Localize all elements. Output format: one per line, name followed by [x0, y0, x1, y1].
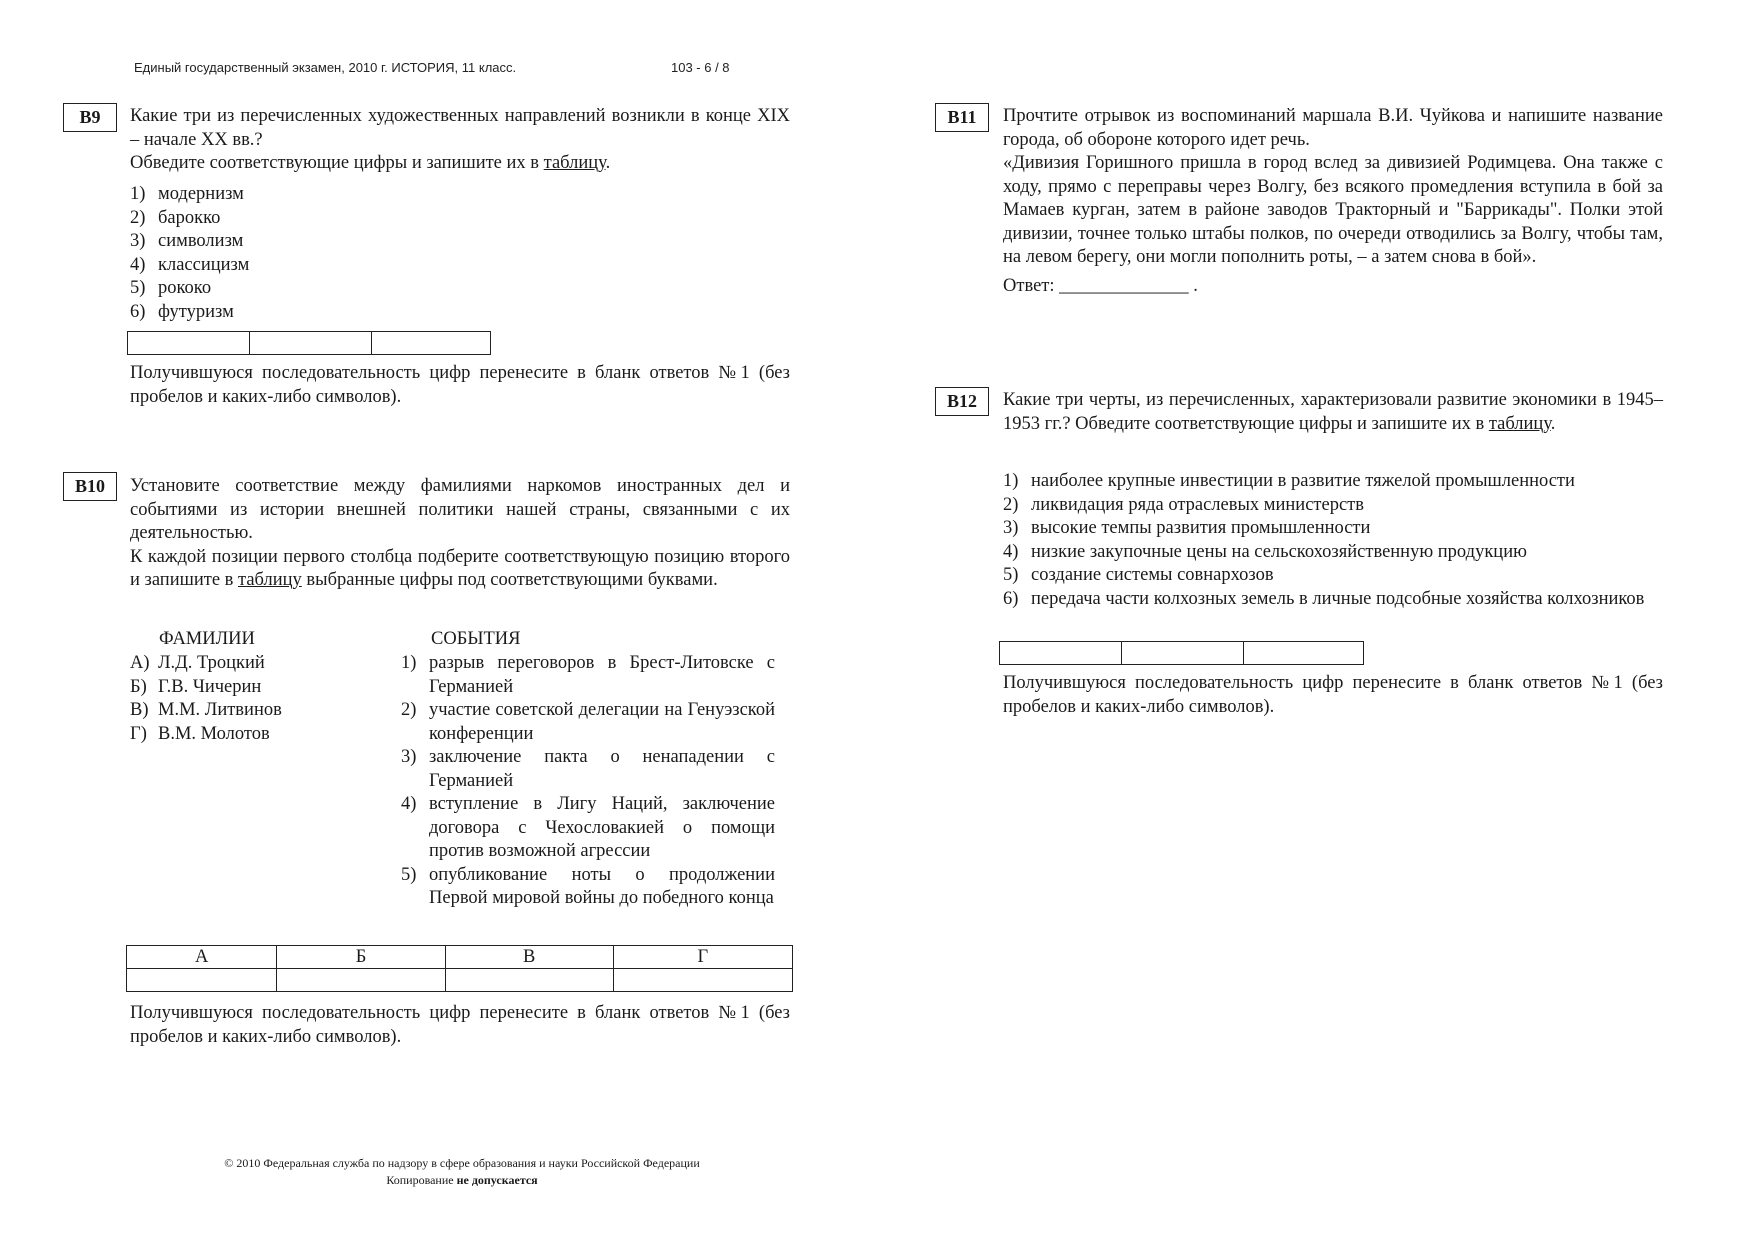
b10-event	[401, 652, 775, 699]
b9-option-number: 4)	[130, 254, 146, 275]
b10-answer-table	[126, 945, 793, 992]
b12-answer-table	[999, 641, 1364, 665]
b10-answer-header-cell: Б	[277, 946, 445, 969]
page-number: 103 - 6 / 8	[671, 60, 730, 75]
b10-event-text: разрыв переговоров в Брест-Литовске с Германией	[429, 653, 775, 697]
b10-event-number: 2)	[401, 700, 417, 720]
b9-answer-cell[interactable]	[250, 332, 372, 354]
exam-header-title: Единый государственный экзамен, 2010 г. ИСТОРИЯ, 11 класс.	[134, 60, 517, 75]
b10-name-text: Л.Д. Троцкий	[158, 653, 265, 673]
b9-option-text: футуризм	[158, 301, 234, 322]
task-label-b10: B10	[63, 472, 117, 501]
b12-options-list	[1003, 470, 1655, 611]
b12-option-text: ликвидация ряда отраслевых министерств	[1031, 494, 1364, 515]
b12-option	[1003, 541, 1655, 565]
b12-option	[1003, 494, 1655, 518]
b10-name	[130, 699, 370, 723]
b10-name-text: М.М. Литвинов	[158, 700, 282, 720]
b10-event-number: 4)	[401, 794, 417, 814]
b12-option-text: передача части колхозных земель в личные подсобные хозяйства колхозников	[1031, 588, 1645, 609]
b12-question: Какие три черты, из перечисленных, характеризовали развитие экономики в 1945–1953 гг.? Обведите соответствующие цифры и запишите их в таблицу.	[1003, 390, 1663, 434]
b10-name	[130, 723, 370, 747]
b9-transfer-note: Получившуюся последовательность цифр перенесите в бланк ответов №1 (без пробелов и каких-либо символов).	[130, 363, 790, 407]
b10-transfer-note: Получившуюся последовательность цифр перенесите в бланк ответов №1 (без пробелов и каких-либо символов).	[130, 1003, 790, 1047]
b10-table-link: таблицу	[238, 570, 302, 590]
b12-option-number: 1)	[1003, 471, 1019, 491]
b10-answer-input-row	[127, 969, 793, 992]
b10-event-number: 3)	[401, 747, 417, 767]
b12-option-number: 5)	[1003, 565, 1019, 585]
b9-question: Какие три из перечисленных художественных направлений возникли в конце XIX – начале XX вв.?	[130, 106, 790, 150]
b9-table-link: таблицу	[543, 153, 606, 173]
b10-event-text: вступление в Лигу Наций, заключение договора с Чехословакией о помощи против возможной агрессии	[429, 794, 775, 861]
b10-answer-cell[interactable]	[613, 969, 792, 992]
b10-name	[130, 676, 370, 700]
b10-names-column-title: ФАМИЛИИ	[159, 629, 255, 649]
b12-option-number: 6)	[1003, 588, 1019, 609]
b11-text	[1003, 105, 1663, 298]
copy-notice: Копирование не допускается	[386, 1173, 538, 1187]
b9-option	[130, 254, 530, 278]
b9-instruction: Обведите соответствующие цифры и запишите их в таблицу.	[130, 153, 611, 173]
b9-question-text	[130, 105, 790, 176]
b12-option-text: наиболее крупные инвестиции в развитие тяжелой промышленности	[1031, 471, 1575, 491]
b10-event-text: опубликование ноты о продолжении Первой мировой войны до победного конца	[429, 864, 775, 908]
b9-option	[130, 207, 530, 231]
b10-event-number: 1)	[401, 653, 417, 673]
task-label-b12: B12	[935, 387, 989, 416]
b10-event	[401, 793, 775, 864]
b10-question-text	[130, 475, 790, 593]
b10-name-number: В)	[130, 700, 149, 720]
b10-name-number: А)	[130, 653, 150, 673]
b12-option	[1003, 564, 1655, 588]
b10-name-text: Г.В. Чичерин	[158, 676, 262, 697]
b10-event	[401, 699, 775, 746]
b9-option-number: 5)	[130, 278, 146, 298]
b10-answer-header-cell: А	[127, 946, 277, 969]
b9-option-number: 3)	[130, 231, 146, 251]
b12-option-text: низкие закупочные цены на сельскохозяйственную продукцию	[1031, 541, 1527, 562]
b9-option-text: символизм	[158, 231, 244, 251]
b12-option-number: 3)	[1003, 518, 1019, 538]
b12-question-text	[1003, 389, 1663, 436]
b9-option	[130, 277, 530, 301]
b9-option-text: классицизм	[158, 254, 250, 275]
b10-events-column-title: СОБЫТИЯ	[431, 629, 521, 649]
b10-events-list	[401, 652, 775, 911]
b9-option-number: 2)	[130, 207, 146, 228]
b12-answer-cell[interactable]	[1000, 642, 1122, 664]
b12-option-number: 4)	[1003, 541, 1019, 562]
b10-event-text: участие советской делегации на Генуэзской конференции	[429, 700, 775, 744]
b9-option-number: 1)	[130, 184, 146, 204]
b10-answer-cell[interactable]	[277, 969, 445, 992]
b10-names-list	[130, 652, 370, 746]
b9-option-text: модернизм	[158, 184, 244, 204]
b9-option-text: рококо	[158, 278, 212, 298]
b10-name-number: Г)	[130, 723, 147, 744]
b10-instruction: К каждой позиции первого столбца подберите соответствующую позицию второго и запишите в таблицу выбранные цифры под соответствующими буквами.	[130, 546, 790, 590]
b10-event-number: 5)	[401, 864, 417, 885]
copyright-line: © 2010 Федеральная служба по надзору в сфере образования и науки Российской Федерации	[224, 1156, 700, 1170]
b12-option-number: 2)	[1003, 494, 1019, 515]
b10-answer-header-cell: В	[445, 946, 613, 969]
b9-answer-table	[127, 331, 491, 355]
b9-option-number: 6)	[130, 301, 146, 322]
b12-option-text: создание системы совнархозов	[1031, 565, 1274, 585]
b9-option	[130, 183, 530, 207]
b11-quote: «Дивизия Горишного пришла в город вслед за дивизией Родимцева. Она также с ходу, прямо с переправы через Волгу, без всякого промедления вступила в бой за Мамаев курган, затем в районе заводов Тракторный и "Баррикады". Полки этой дивизии, точнее только штабы полков, по очереди отводились за Волгу, чтобы там, на левом берегу, они могли пополнить роты, – а затем снова в бой».	[1003, 153, 1663, 267]
b12-option	[1003, 588, 1655, 612]
b10-name	[130, 652, 370, 676]
b10-event	[401, 864, 775, 911]
b10-answer-cell[interactable]	[127, 969, 277, 992]
b12-option	[1003, 517, 1655, 541]
task-label-b11: B11	[935, 103, 989, 132]
b9-option-text: барокко	[158, 207, 221, 228]
b10-question: Установите соответствие между фамилиями наркомов иностранных дел и событиями из истории внешней политики нашей страны, связанными с их деятельностью.	[130, 476, 790, 543]
b9-option	[130, 230, 530, 254]
b12-answer-cell[interactable]	[1122, 642, 1244, 664]
b11-answer-line[interactable]: Ответ: ______________ .	[1003, 275, 1198, 296]
b12-option-text: высокие темпы развития промышленности	[1031, 518, 1371, 538]
b10-answer-header-row	[127, 946, 793, 969]
b12-table-link: таблицу	[1488, 413, 1551, 434]
b10-event	[401, 746, 775, 793]
b9-option	[130, 301, 530, 325]
b10-name-number: Б)	[130, 676, 147, 697]
b10-answer-header-cell: Г	[613, 946, 792, 969]
b11-question: Прочтите отрывок из воспоминаний маршала В.И. Чуйкова и напишите название города, об обороне которого идет речь.	[1003, 106, 1663, 150]
b9-answer-cell[interactable]	[372, 332, 490, 354]
b12-transfer-note: Получившуюся последовательность цифр перенесите в бланк ответов №1 (без пробелов и каких-либо символов).	[1003, 673, 1663, 717]
task-label-b9: B9	[63, 103, 117, 132]
b9-answer-cell[interactable]	[128, 332, 250, 354]
b10-event-text: заключение пакта о ненападении с Германией	[429, 747, 775, 791]
b10-answer-cell[interactable]	[445, 969, 613, 992]
b10-name-text: В.М. Молотов	[158, 723, 270, 744]
b12-answer-cell[interactable]	[1244, 642, 1363, 664]
b12-option	[1003, 470, 1655, 494]
b9-options-list	[130, 183, 530, 324]
